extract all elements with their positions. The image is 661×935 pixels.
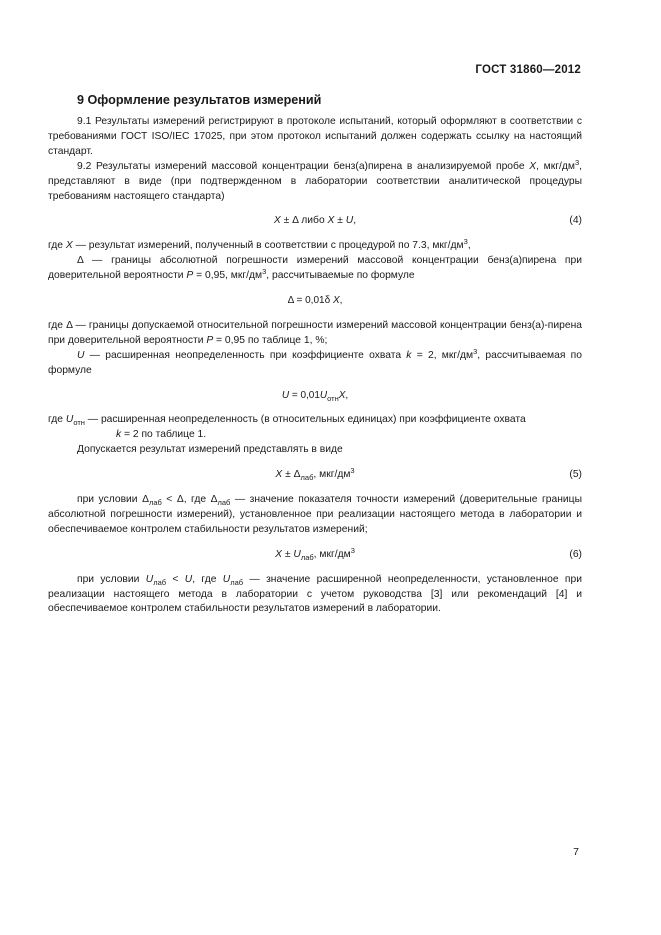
paragraph-9-1: 9.1 Результаты измерений регистрируют в протоколе испытаний, который оформляют в соответствии с требованиями ГОСТ ISO/IEC 17025, при этом протокол испытаний должен содержать ссылку на настоящий стандарт. [48,116,582,157]
formula-6: $X \pm U_{лаб}$, мкг/$дм^3$ (6) [275,545,582,562]
allowed-text: Допускается результат измерений представлять в виде [77,444,343,456]
condition-6: при условии $U_{лаб} < U$, где $U_{лаб}$ — значение расширенной неопределенности, установленное при реализации настоящего метода в лаборатории с учетом руководства [3] или рекомендаций [4] и обеспечиваемое контролем стабильности результатов измерений в лаборатории. [48,573,582,615]
formula-5: $X \pm \Delta_{лаб}$, мкг/$дм^3$ (5) [275,466,582,483]
section-title: 9 Оформление результатов измерений [77,93,322,107]
condition-5: при условии $\Delta_{лаб} < \Delta$, где $\Delta_{лаб}$ — значение показателя точности измерений (доверительные границы абсолютной погрешности измерений), установленное при реализации настоящего метода в лаборатории и обеспечиваемое контролем стабильности результатов измерений; [48,494,582,535]
where-small-delta: где Δ — границы допускаемой относительной погрешности измерений массовой концентрации бенз(а)-пирена при доверительной вероятности P = 0,95 по таблице 1, %; [48,319,582,346]
where-u-otn: где $U_{отн}$ — расширенная неопределенность (в относительных единицах) при коэффициенте охвата k = 2 по таблице 1. [48,414,526,441]
formula-number: (5) [569,469,582,481]
formula-delta: Δ = 0,01δ X, [287,295,343,307]
formula-4: X ± Δ либо X ± U, (4) [48,214,582,229]
formula-number: (6) [569,548,582,560]
paragraph-9-2: 9.2 Результаты измерений массовой концентрации бенз(а)пирена в анализируемой пробе X, мкг/$дм^3$, представляют в виде (при подтвержденном в лаборатории соответствии аналитической процедуры требованиям настоящего стандарта) [48,157,582,202]
document-body [48,115,582,617]
formula-number: (4) [569,215,582,227]
document-header: ГОСТ 31860—2012 [475,64,581,76]
where-x: где X — результат измерений, полученный в соответствии с процедурой по 7.3, мкг/$дм^3$, [48,237,471,252]
page-number: 7 [573,846,579,858]
formula-u: $U = 0,01U_{отн}X$, [281,389,349,403]
where-delta: Δ — границы абсолютной погрешности измерений массовой концентрации бенз(а)пирена при доверительной вероятности P = 0,95, мкг/$дм^3$, рассчитываемые по формуле [48,255,582,282]
where-u: U — расширенная неопределенность при коэффициенте охвата k = 2, мкг/$дм^3$, рассчитываемая по формуле [48,346,582,376]
